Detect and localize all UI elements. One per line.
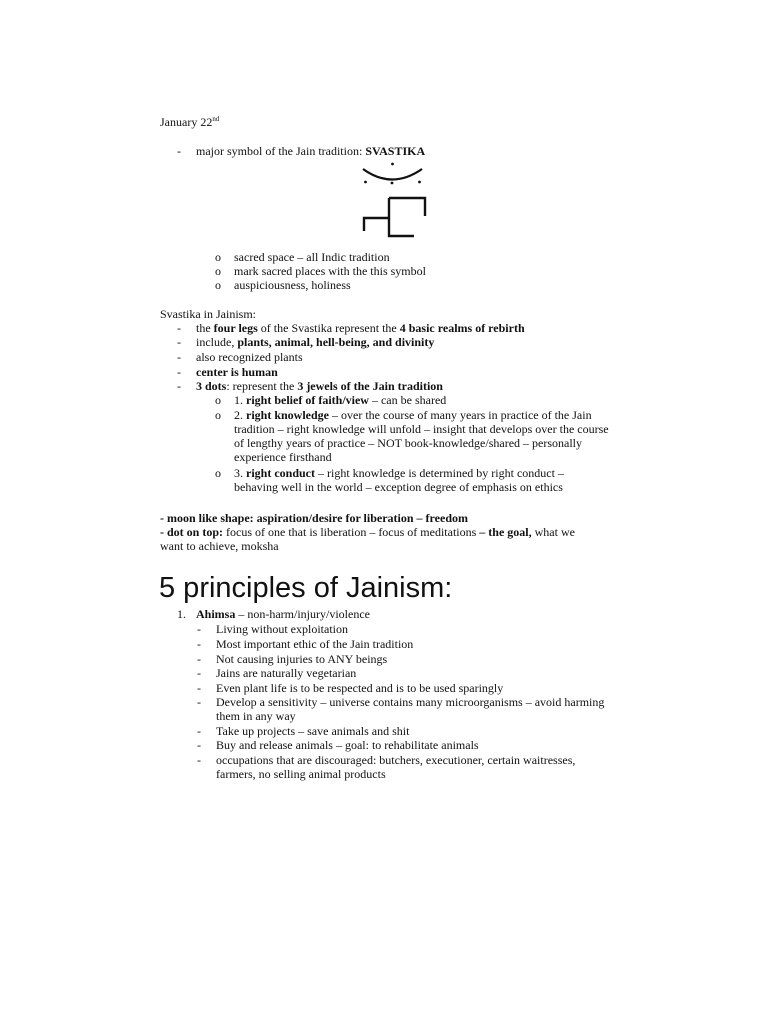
jewel-dot [391,182,394,185]
sub-item: sacred space – all Indic tradition [234,250,390,264]
plain-text: – over the course of many years in practice of the Jain tradition – right knowledge will unfold – insight that develops over the course of lengthy years of practice – NOT book-knowledge/shared – personally experience firsthand [234,408,609,464]
moon-shape [363,169,422,180]
bold-text: 3 jewels of the Jain tradition [297,379,443,393]
bullet-marker: - [177,144,181,158]
jewel-item [234,408,614,464]
sub-marker: o [215,250,221,264]
list-item: Living without exploitation [216,622,348,636]
list-item: center is human [196,365,278,379]
list-item: Develop a sensitivity – universe contains many microorganisms – avoid harming them in any way [216,695,605,723]
list-item: occupations that are discouraged: butchers, executioner, certain waitresses, farmers, no selling animal products [216,753,576,781]
top-item-bold: SVASTIKA [365,144,426,158]
bullet-marker: - [197,622,201,636]
principle-item [196,607,370,621]
bullet-marker: - [197,666,201,680]
plain-text: – can be shared [368,393,447,407]
moon-line: - moon like shape: aspiration/desire for liberation – freedom [160,511,468,525]
list-number: 1. [177,607,186,621]
bullet-marker: - [177,321,181,335]
bold-text: plants, animal, hell-being, and divinity [237,335,435,349]
bullet-marker: - [177,350,181,364]
plain-text: the [196,321,214,335]
sub-marker: o [215,393,221,407]
list-item [196,379,443,393]
section-title: Svastika in Jainism: [160,307,256,321]
jewel-number: 1. [234,393,246,407]
bullet-marker: - [197,695,201,709]
plain-text: focus of one that is liberation – focus of meditations [223,525,480,539]
bullet-marker: - [197,652,201,666]
bold-text: – the goal, [479,525,532,539]
principles-heading: 5 principles of Jainism: [159,572,453,604]
top-dot [391,163,394,166]
list-item: also recognized plants [196,350,303,364]
bold-text: - dot on top: [160,525,224,539]
bold-text: right belief of faith/view [246,393,369,407]
top-item-plain: major symbol of the Jain tradition: [196,144,366,158]
plain-text: : represent the [226,379,298,393]
jewel-item [234,393,446,407]
sub-marker: o [215,408,221,422]
dot-line [160,525,585,553]
list-item: Buy and release animals – goal: to rehabilitate animals [216,738,479,752]
bullet-marker: - [197,637,201,651]
plain-text: – non-harm/injury/violence [235,607,370,621]
list-item: Even plant life is to be respected and is to be used sparingly [216,681,504,695]
sub-item: auspiciousness, holiness [234,278,351,292]
plain-text: include, [196,335,238,349]
bold-text: right conduct [246,466,315,480]
list-item: Most important ethic of the Jain tradition [216,637,414,651]
list-item: Take up projects – save animals and shit [216,724,410,738]
date-line [160,115,219,129]
list-item: Jains are naturally vegetarian [216,666,357,680]
date-text: January 22 [160,115,213,129]
jewel-item [234,466,599,494]
plain-text: what we want to achieve, moksha [160,525,575,553]
bullet-marker: - [197,738,201,752]
bullet-marker: - [197,753,201,767]
sub-marker: o [215,466,221,480]
bold-text: four legs [213,321,258,335]
svastika-icon [355,160,435,242]
sub-marker: o [215,264,221,278]
plain-text: – right knowledge is determined by right conduct – behaving well in the world – exception degree of emphasis on ethics [234,466,564,494]
bullet-marker: - [197,724,201,738]
list-item [196,321,525,335]
jewel-dot [418,181,421,184]
list-item: Not causing injuries to ANY beings [216,652,388,666]
bullet-marker: - [197,681,201,695]
list-item [196,335,434,349]
svastika-arms [364,198,425,236]
bold-text: 4 basic realms of rebirth [399,321,525,335]
date-superscript: nd [212,115,220,123]
bullet-marker: - [177,335,181,349]
bold-text: Ahimsa [196,607,236,621]
bold-text: right knowledge [246,408,330,422]
top-item-text [196,144,425,158]
sub-marker: o [215,278,221,292]
plain-text: of the Svastika represent the [257,321,400,335]
jewel-number: 3. [234,466,246,480]
sub-item: mark sacred places with the this symbol [234,264,426,278]
jewel-number: 2. [234,408,246,422]
bold-text: 3 dots [196,379,227,393]
bullet-marker: - [177,379,181,393]
jewel-dot [364,181,367,184]
bullet-marker: - [177,365,181,379]
